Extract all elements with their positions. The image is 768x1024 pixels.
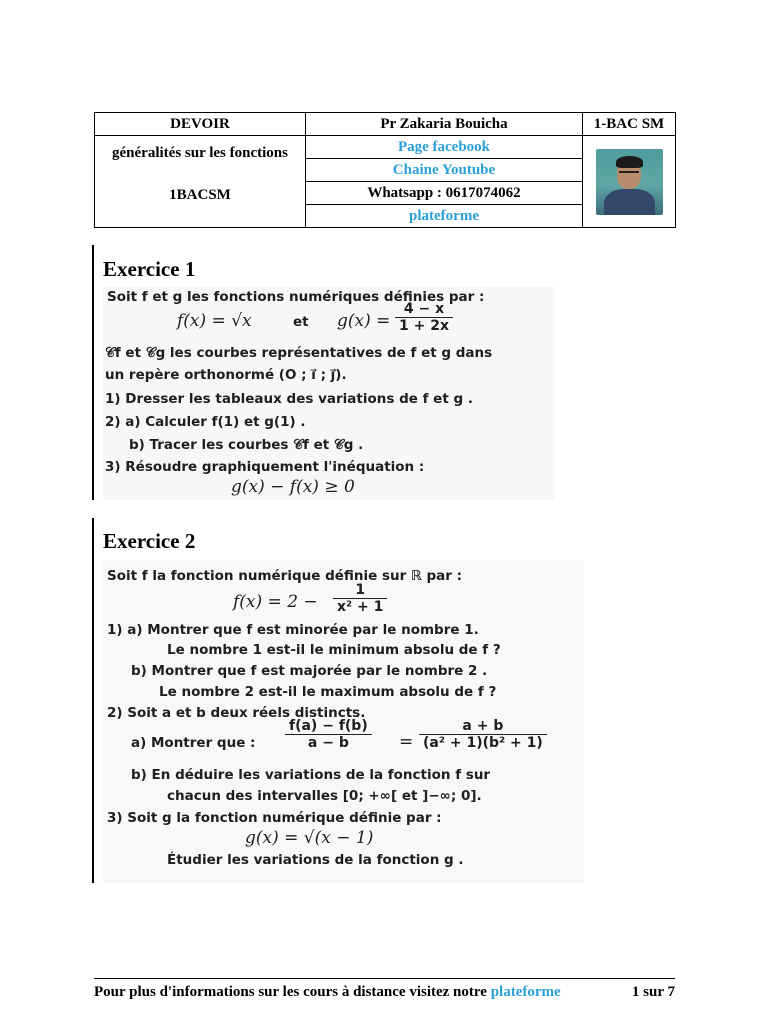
course-info — [95, 136, 306, 228]
ex1-fraction — [395, 301, 453, 334]
doc-title: DEVOIR — [95, 113, 306, 136]
ex1-line: 𝒞f et 𝒞g les courbes représentatives de f et g dans — [105, 345, 493, 361]
ex2-line: 2) Soit a et b deux réels distincts. — [107, 705, 366, 721]
ex1-line: b) Tracer les courbes 𝒞f et 𝒞g . — [129, 437, 364, 453]
exercise-1-statement — [103, 287, 554, 500]
facebook-link[interactable]: Page facebook — [306, 136, 583, 159]
ex1-formula-f: f(x) = √x — [177, 311, 252, 331]
ex2-equals: = — [399, 732, 414, 752]
youtube-link[interactable]: Chaine Youtube — [306, 159, 583, 182]
ex2-line: Le nombre 1 est-il le minimum absolu de f ? — [167, 642, 501, 658]
ex1-line: 3) Résoudre graphiquement l'inéquation : — [105, 459, 425, 475]
header-table — [94, 112, 676, 228]
ex2-line: chacun des intervalles [0; +∞[ et ]−∞; 0]. — [167, 788, 482, 804]
author-photo-cell — [583, 136, 676, 228]
ex1-formula-g: g(x) = — [337, 311, 391, 331]
ex2-line: b) En déduire les variations de la fonction f sur — [131, 767, 491, 783]
ex2-fraction-rhs — [419, 718, 547, 751]
ex2-lhs-num: f(a) − f(b) — [285, 718, 372, 735]
exercise-2 — [92, 518, 584, 883]
ex2-line: 3) Soit g la fonction numérique définie par : — [107, 810, 442, 826]
exercise-2-statement — [103, 560, 584, 883]
ex2-line: Étudier les variations de la fonction g . — [167, 852, 464, 868]
ex2-line: Le nombre 2 est-il le maximum absolu de f ? — [159, 684, 497, 700]
footer-text: Pour plus d'informations sur les cours à distance visitez notre — [94, 984, 487, 1000]
ex2-lhs-den: a − b — [307, 735, 349, 751]
ex2-line: Soit f la fonction numérique définie sur ℝ par : — [107, 568, 463, 584]
exercise-1-title: Exercice 1 — [103, 257, 196, 281]
ex2-fraction-den: x² + 1 — [337, 599, 384, 615]
ex1-fraction-den: 1 + 2x — [399, 318, 449, 334]
author-photo — [596, 149, 663, 215]
footer-divider — [94, 978, 675, 979]
subject-label: généralités sur les fonctions — [112, 144, 288, 161]
ex2-line: 1) a) Montrer que f est minorée par le nombre 1. — [107, 622, 479, 638]
ex2-rhs-den: (a² + 1)(b² + 1) — [423, 735, 543, 751]
ex2-line: b) Montrer que f est majorée par le nombre 2 . — [131, 663, 488, 679]
level-label: 1-BAC SM — [583, 113, 676, 136]
ex2-formula-g: g(x) = √(x − 1) — [245, 828, 374, 848]
class-label: 1BACSM — [169, 186, 231, 203]
platform-link[interactable]: plateforme — [306, 205, 583, 228]
ex2-fraction — [333, 582, 387, 615]
ex2-rhs-num: a + b — [419, 718, 547, 735]
exercise-2-title: Exercice 2 — [103, 529, 196, 553]
ex1-fraction-num: 4 − x — [395, 301, 453, 318]
ex1-line: 2) a) Calculer f(1) et g(1) . — [105, 414, 306, 430]
ex1-line: 1) Dresser les tableaux des variations de f et g . — [105, 391, 473, 407]
ex1-line: et — [293, 314, 309, 330]
ex2-fraction-lhs — [285, 718, 372, 751]
author-name: Pr Zakaria Bouicha — [306, 113, 583, 136]
ex1-inequation: g(x) − f(x) ≥ 0 — [231, 477, 355, 497]
ex1-line: Soit f et g les fonctions numériques définies par : — [107, 289, 485, 305]
ex2-formula-f: f(x) = 2 − — [233, 592, 318, 612]
ex2-fraction-num: 1 — [333, 582, 387, 599]
whatsapp-contact: Whatsapp : 0617074062 — [306, 182, 583, 205]
ex1-line: un repère orthonormé (O ; i⃗ ; j⃗). — [105, 367, 347, 383]
page-number: 1 sur 7 — [631, 984, 675, 1000]
exercise-1 — [92, 245, 554, 500]
ex2-line: a) Montrer que : — [131, 735, 256, 751]
page-footer — [94, 984, 675, 1001]
footer-platform-link[interactable]: plateforme — [490, 984, 561, 1000]
